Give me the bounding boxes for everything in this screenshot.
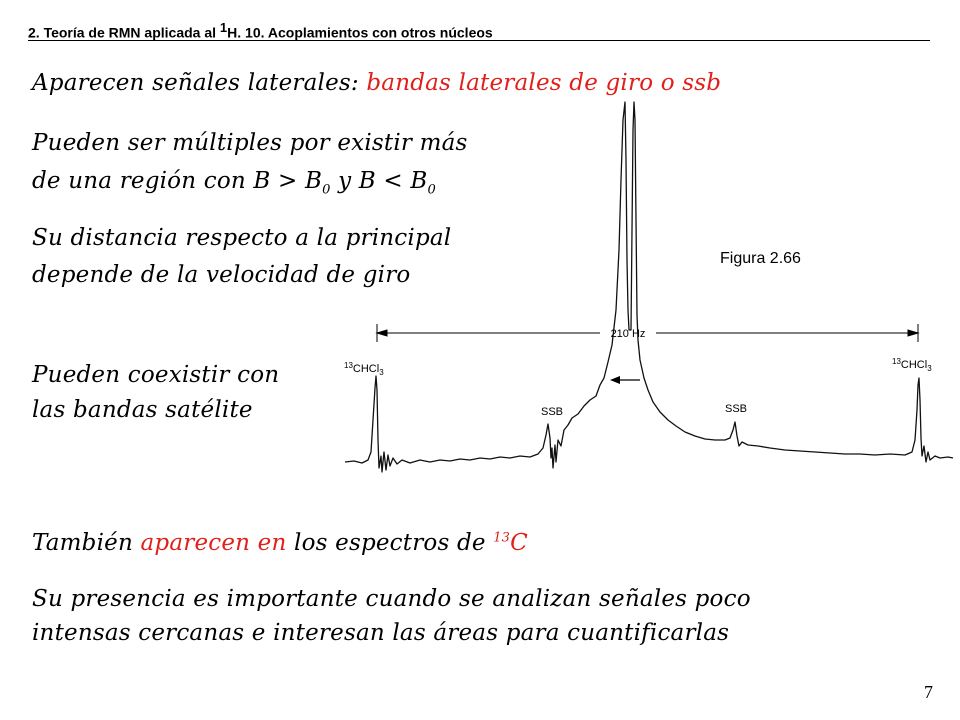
paragraph-4 — [32, 530, 528, 556]
right-peak-label: $^{13}$CHCl$_3$ — [892, 357, 932, 373]
paragraph-2-line-2: depende de la velocidad de giro — [32, 262, 411, 288]
paragraph-2-line-1: Su distancia respecto a la principal — [32, 225, 452, 251]
p4-red: aparecen en — [140, 530, 287, 556]
page-number: 7 — [924, 682, 933, 702]
p4-sup: 13 — [493, 530, 511, 546]
p1-line2-sub1: 0 — [322, 182, 331, 198]
slide-title-black: Aparecen señales laterales: — [32, 70, 367, 96]
nmr-spectrum-figure — [340, 100, 955, 495]
ssb-left-label: SSB — [541, 406, 564, 418]
slide-header — [28, 20, 493, 41]
header-title-pre: 2. Teoría de RMN aplicada al — [28, 24, 220, 41]
annotation-arrow — [610, 376, 640, 384]
p4-a: También — [32, 530, 141, 556]
spacing-label: 210 Hz — [610, 328, 646, 340]
paragraph-3-line-1: Pueden coexistir con — [32, 362, 280, 388]
p1-line2-b: y B < B — [330, 168, 428, 194]
figure-caption: Figura 2.66 — [720, 250, 801, 267]
spectrum-trace — [345, 102, 953, 472]
left-peak-label: $^{13}$CHCl$_3$ — [344, 361, 384, 377]
paragraph-5-line-2: intensas cercanas e interesan las áreas para cuantificarlas — [32, 620, 730, 646]
p1-line2-sub2: 0 — [427, 182, 436, 198]
header-title-post: H. 10. Acoplamientos con otros núcleos — [227, 24, 493, 41]
p1-line2-a: de una región con B > B — [32, 168, 323, 194]
slide-title — [32, 70, 721, 96]
p4-b: los espectros de — [286, 530, 494, 556]
paragraph-1-line-1: Pueden ser múltiples por existir más — [32, 130, 468, 156]
paragraph-5-line-1: Su presencia es importante cuando se analizan señales poco — [32, 586, 751, 612]
header-title-sup: 1 — [219, 20, 228, 35]
paragraph-3-line-2: las bandas satélite — [32, 397, 253, 423]
slide-title-red: bandas laterales de giro o ssb — [366, 70, 722, 96]
header-divider — [28, 40, 930, 41]
p4-c: C — [510, 530, 528, 556]
ssb-right-label: SSB — [725, 403, 748, 415]
